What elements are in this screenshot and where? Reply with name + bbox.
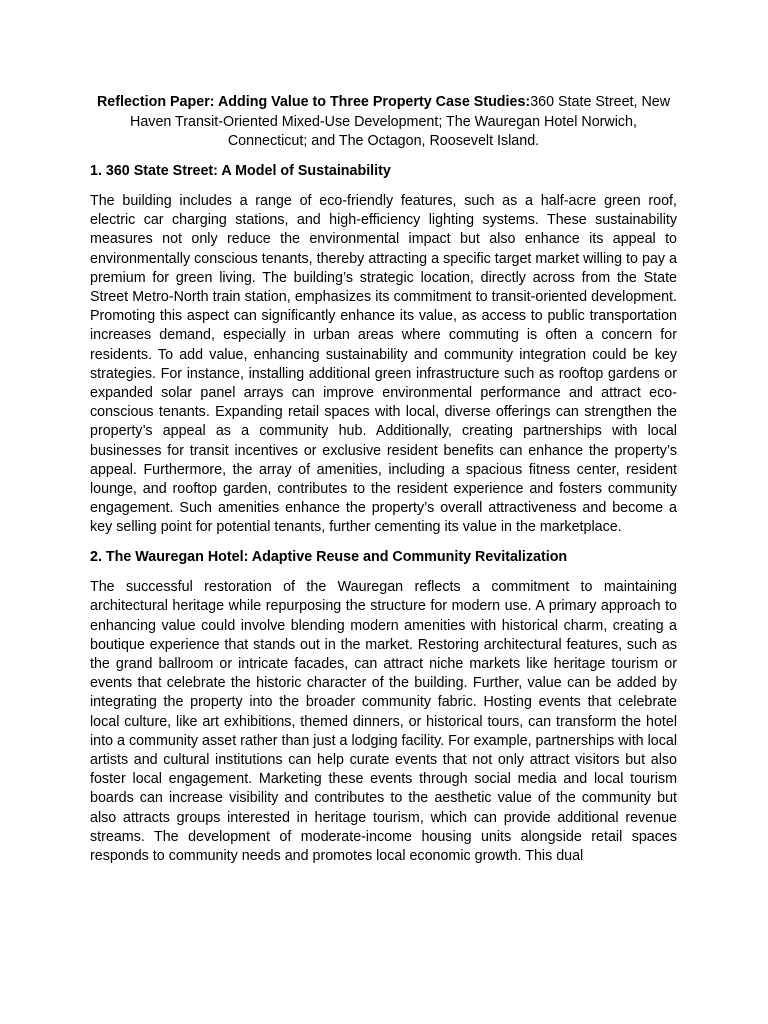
paper-title-rest: 360 State Street, New Haven Transit-Oriented Mixed-Use Development; The Wauregan Hotel Norwich, Connecticut; and The Octagon, Roosevelt Island. <box>130 94 671 149</box>
section-1-paragraph: The building includes a range of eco-friendly features, such as a half-acre green roof, electric car charging stations, and high-efficiency lighting systems. These sustainability measures not only reduce the environmental impact but also enhance its appeal to environmentally conscious tenants, thereby attracting a specific target market willing to pay a premium for green living. The building’s strategic location, directly across from the State Street Metro-North train station, emphasizes its commitment to transit-oriented development. Promoting this aspect can significantly enhance its value, as access to public transportation increases demand, especially in urban areas where commuting is often a concern for residents. To add value, enhancing sustainability and community integration could be key strategies. For instance, installing additional green infrastructure such as rooftop gardens or expanded solar panel arrays can improve environmental performance and attract eco-conscious tenants. Expanding retail spaces with local, diverse offerings can strengthen the property’s appeal as a community hub. Additionally, creating partnerships with local businesses for transit incentives or exclusive resident benefits can enhance the property’s appeal. Furthermore, the array of amenities, including a spacious fitness center, resident lounge, and rooftop garden, contributes to the resident experience and fosters community engagement. Such amenities enhance the property’s overall attractiveness and become a key selling point for potential tenants, further cementing its value in the marketplace. <box>90 193 677 536</box>
paper-title <box>90 93 677 152</box>
section-1-heading: 1. 360 State Street: A Model of Sustainability <box>90 162 391 179</box>
section-2-heading: 2. The Wauregan Hotel: Adaptive Reuse and Community Revitalization <box>90 548 568 565</box>
section-2-paragraph: The successful restoration of the Wauregan reflects a commitment to maintaining architectural heritage while repurposing the structure for modern use. A primary approach to enhancing value could involve blending modern amenities with historical charm, creating a boutique experience that stands out in the market. Restoring architectural features, such as the grand ballroom or intricate facades, can attract niche markets like heritage tourism or events that celebrate the historic character of the building. Further, value can be added by integrating the property into the broader community fabric. Hosting events that celebrate local culture, like art exhibitions, themed dinners, or historical tours, can transform the hotel into a community asset rather than just a lodging facility. For example, partnerships with local artists and cultural institutions can help curate events that not only attract visitors but also foster local engagement. Marketing these events through social media and local tourism boards can increase visibility and contributes to the aesthetic value of the community but also attracts groups interested in heritage tourism, which can provide additional revenue streams. The development of moderate-income housing units alongside retail spaces responds to community needs and promotes local economic growth. This dual <box>90 579 677 864</box>
paper-title-bold: Reflection Paper: Adding Value to Three Property Case Studies: <box>96 94 531 110</box>
document-page <box>90 93 677 892</box>
